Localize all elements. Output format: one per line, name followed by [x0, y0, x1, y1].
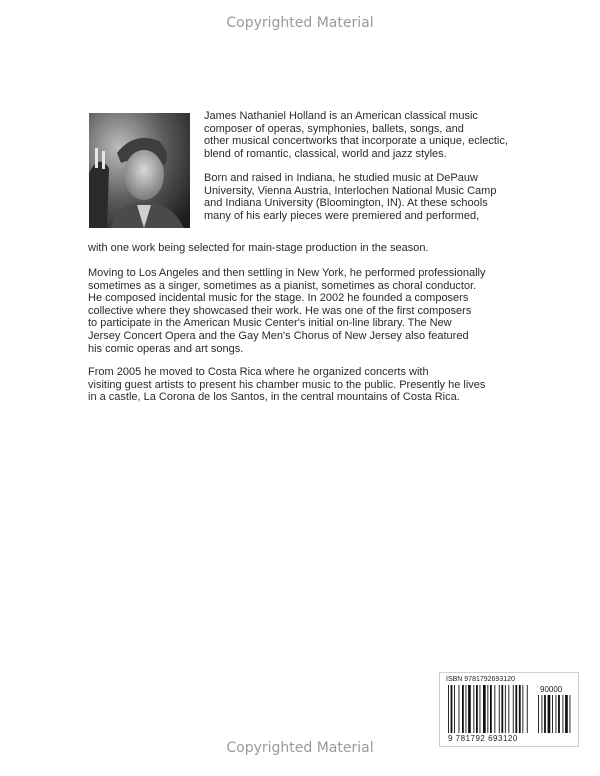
author-photo [89, 113, 190, 228]
isbn-barcode [439, 672, 579, 747]
copyright-watermark-top: Copyrighted Material [226, 15, 374, 31]
barcode-digits: 9 781792 693120 [448, 734, 518, 743]
copyright-watermark-bottom: Copyrighted Material [226, 740, 374, 756]
bio-education-continued-paragraph: with one work being selected for main-stage production in the season. [88, 242, 429, 254]
isbn-label: ISBN 9781792693120 [446, 676, 515, 683]
barcode-addon-number: 90000 [540, 685, 563, 694]
bio-career-paragraph: Moving to Los Angeles and then settling in New York, he performed professionally sometimes as a singer, sometimes as a pianist, sometimes as choral conductor. He composed incidental music for the stage. In 2002 he founded a composers collective where they showcased their work. He was one of the first composers to participate in the American Music Center's initial on-line library. The New Jersey Concert Opera and the Gay Men's Chorus of New Jersey also featured his comic operas and art songs. [88, 267, 486, 355]
bio-intro-paragraph: James Nathaniel Holland is an American classical music composer of operas, symphonies, ballets, songs, and other musical concertworks that incorporate a unique, eclectic, blend of romantic, classical, world and jazz styles. [204, 110, 508, 160]
bio-education-paragraph: Born and raised in Indiana, he studied music at DePauw University, Vienna Austria, Interlochen National Music Camp and Indiana University (Bloomington, IN). At these schools many of his early pieces were premiered and performed, [204, 172, 497, 222]
bio-costa-rica-paragraph: From 2005 he moved to Costa Rica where he organized concerts with visiting guest artists to present his chamber music to the public. Presently he lives in a castle, La Corona de los Santos, in the central mountains of Costa Rica. [88, 366, 486, 404]
